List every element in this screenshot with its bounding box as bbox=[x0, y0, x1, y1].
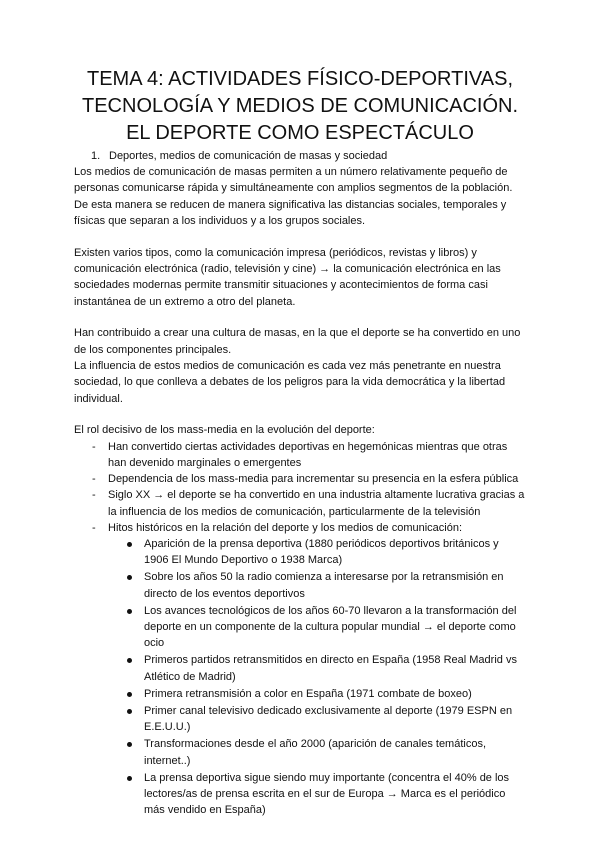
list-item-text: Han convertido ciertas actividades deportivas en hegemónicas mientras que otras han devenido marginales o emergentes bbox=[108, 440, 508, 469]
paragraph: Han contribuido a crear una cultura de masas, en la que el deporte se ha convertido en uno de los componentes principales. bbox=[74, 327, 521, 356]
section-label: Deportes, medios de comunicación de masas y sociedad bbox=[109, 150, 388, 162]
dash-marker: - bbox=[92, 440, 96, 453]
bullet-icon bbox=[127, 658, 132, 663]
page-title bbox=[62, 66, 538, 147]
title-line: EL DEPORTE COMO ESPECTÁCULO bbox=[126, 122, 474, 144]
section-number: 1. bbox=[91, 150, 101, 162]
paragraph-gap bbox=[74, 310, 526, 325]
list-item bbox=[74, 487, 526, 519]
title-line: TECNOLOGÍA Y MEDIOS DE COMUNICACIÓN. bbox=[82, 95, 518, 117]
bullet-icon bbox=[127, 709, 132, 714]
list-item-text: Aparición de la prensa deportiva (1880 periódicos deportivos británicos y 1906 El Mundo Deportivo o 1938 Marca) bbox=[144, 537, 499, 567]
list-item bbox=[74, 439, 526, 471]
paragraph: El rol decisivo de los mass-media en la evolución del deporte: bbox=[74, 424, 375, 437]
paragraph: La influencia de estos medios de comunicación es cada vez más penetrante en nuestra sociedad, lo que conlleva a debates de los peligros para la vida democrática y la libertad individual. bbox=[74, 360, 506, 405]
list-item bbox=[108, 652, 526, 684]
list-item bbox=[108, 686, 526, 702]
bullet-icon bbox=[127, 742, 132, 747]
title-line: TEMA 4: ACTIVIDADES FÍSICO-DEPORTIVAS, bbox=[86, 68, 513, 90]
list-item bbox=[108, 703, 526, 735]
paragraph: Los medios de comunicación de masas permiten a un número relativamente pequeño de personas comunicarse rápida y simultáneamente con amplios segmentos de la población. De esta manera se reducen de manera significativa las distancias sociales, temporales y físicas que separan a los individuos y a los grupos sociales. bbox=[74, 166, 513, 228]
list-item bbox=[74, 520, 526, 819]
dash-marker: - bbox=[92, 489, 96, 502]
list-item-text: Los avances tecnológicos de los años 60-70 llevaron a la transformación del deporte en un componente de la cultura popular mundial → el deporte como ocio bbox=[144, 604, 517, 650]
bullet-icon bbox=[127, 575, 132, 580]
list-item bbox=[74, 471, 526, 487]
list-item bbox=[108, 536, 526, 568]
bullet-list bbox=[108, 536, 526, 818]
list-item bbox=[108, 770, 526, 819]
list-item-text: Dependencia de los mass-media para incrementar su presencia en la esfera pública bbox=[108, 473, 519, 486]
section-heading bbox=[74, 148, 526, 164]
list-item-text: La prensa deportiva sigue siendo muy importante (concentra el 40% de los lectores/as de prensa escrita en el sur de Europa → Marca es el periódico más vendido en España) bbox=[144, 771, 510, 817]
list-item-text: Primeros partidos retransmitidos en directo en España (1958 Real Madrid vs Atlético de Madrid) bbox=[144, 654, 517, 683]
list-item-text: Primera retransmisión a color en España (1971 combate de boxeo) bbox=[144, 687, 472, 700]
bullet-icon bbox=[127, 692, 132, 697]
bullet-icon bbox=[127, 776, 132, 781]
list-item-text: Hitos históricos en la relación del deporte y los medios de comunicación: bbox=[108, 521, 463, 534]
paragraph: Existen varios tipos, como la comunicación impresa (periódicos, revistas y libros) y comunicación electrónica (radio, televisión y cine) → la comunicación electrónica en las sociedades modernas permite transmitir situaciones y acontecimientos de forma casi instantánea de un extremo a otro del planeta. bbox=[74, 246, 501, 308]
dash-marker: - bbox=[92, 473, 96, 486]
list-item-text: Siglo XX → el deporte se ha convertido en una industria altamente lucrativa gracias a la influencia de los medios de comunicación, particularmente de la televisión bbox=[108, 489, 525, 518]
paragraph-gap bbox=[74, 230, 526, 245]
bullet-icon bbox=[127, 609, 132, 614]
list-item bbox=[108, 603, 526, 652]
list-item bbox=[108, 569, 526, 601]
list-item-text: Sobre los años 50 la radio comienza a interesarse por la retransmisión en directo de los eventos deportivos bbox=[144, 571, 504, 600]
dash-list bbox=[74, 439, 526, 819]
dash-marker: - bbox=[92, 521, 96, 534]
list-item-text: Primer canal televisivo dedicado exclusivamente al deporte (1979 ESPN en E.E.U.U.) bbox=[144, 704, 513, 734]
bullet-icon bbox=[127, 542, 132, 547]
list-item-text: Transformaciones desde el año 2000 (aparición de canales temáticos, internet..) bbox=[144, 738, 487, 767]
paragraph-gap bbox=[74, 407, 526, 422]
list-item bbox=[108, 736, 526, 768]
